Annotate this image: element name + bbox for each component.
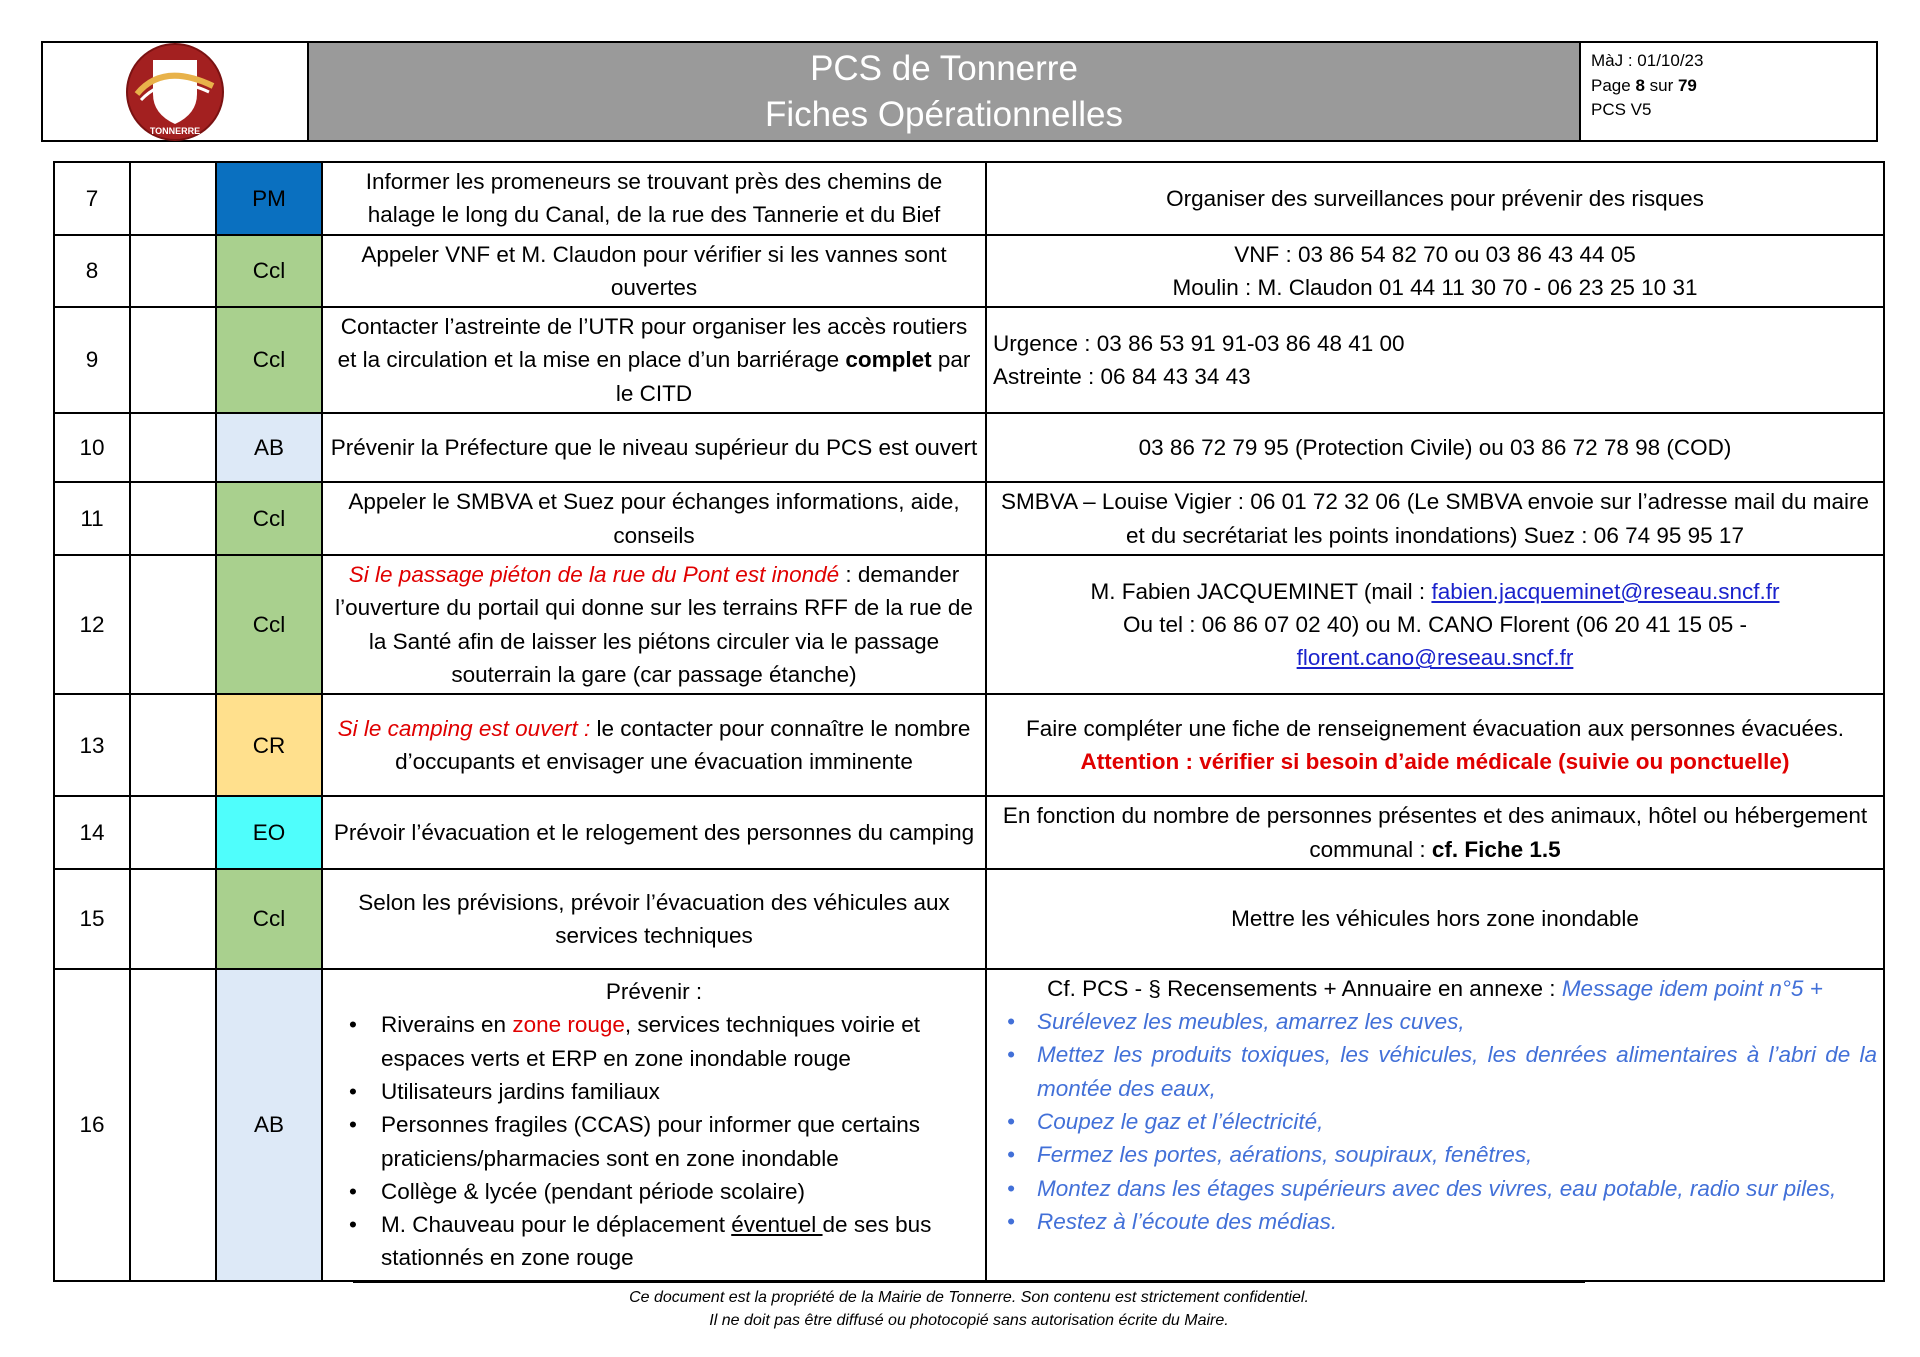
condition-text: Si le camping est ouvert : <box>337 715 591 741</box>
info-line: Astreinte : 06 84 43 34 43 <box>993 364 1251 390</box>
row-number: 7 <box>54 162 130 235</box>
blank-cell <box>130 796 216 869</box>
blank-cell <box>130 307 216 413</box>
page-number: Page 8 sur 79 <box>1591 75 1697 95</box>
list-item: • Restez à l’écoute des médias. <box>1037 1205 1877 1238</box>
action-cell: Selon les prévisions, prévoir l’évacuation des véhicules aux services techniques <box>322 869 986 969</box>
action-cell: Contacter l’astreinte de l’UTR pour organiser les accès routiers et la circulation et la mise en place d’un barriérage complet par le CITD <box>322 307 986 413</box>
message-list <box>993 1005 1877 1238</box>
info-cell <box>986 969 1884 1281</box>
info-cell: Organiser des surveillances pour prévenir des risques <box>986 162 1884 235</box>
info-cell: M. Fabien JACQUEMINET (mail : fabien.jacqueminet@reseau.sncf.fr Ou tel : 06 86 07 02 40) ou M. CANO Florent (06 20 41 15 05 - florent.cano@reseau.sncf.fr <box>986 555 1884 694</box>
row-number: 13 <box>54 694 130 796</box>
responsible-code: EO <box>216 796 322 869</box>
responsible-code: Ccl <box>216 869 322 969</box>
message-ref: Message idem point n°5 + <box>1561 975 1823 1001</box>
document-header <box>41 41 1878 142</box>
footer-line: Il ne doit pas être diffusé ou photocopié sans autorisation écrite du Maire. <box>709 1312 1229 1330</box>
header-meta <box>1581 43 1876 140</box>
info-line: Urgence : 03 86 53 91 91-03 86 48 41 00 <box>993 330 1405 356</box>
responsible-code: Ccl <box>216 555 322 694</box>
info-cell: SMBVA – Louise Vigier : 06 01 72 32 06 (Le SMBVA envoie sur l’adresse mail du maire et du secrétariat les points inondations) Suez : 06 74 95 95 17 <box>986 482 1884 555</box>
table-row <box>54 162 1884 235</box>
info-cell: Faire compléter une fiche de renseignement évacuation aux personnes évacuées. Attention : vérifier si besoin d’aide médicale (suivie ou ponctuelle) <box>986 694 1884 796</box>
update-date: MàJ : 01/10/23 <box>1591 51 1704 70</box>
fiche-reference: cf. Fiche 1.5 <box>1431 836 1561 862</box>
responsible-code: Ccl <box>216 482 322 555</box>
page-total: 79 <box>1677 75 1697 95</box>
logo-cell <box>43 43 309 140</box>
row-number: 15 <box>54 869 130 969</box>
responsible-code: CR <box>216 694 322 796</box>
operations-table <box>53 161 1885 1282</box>
action-cell <box>322 969 986 1281</box>
list-item: • Montez dans les étages supérieurs avec des vivres, eau potable, radio sur piles, <box>1037 1172 1877 1205</box>
info-cell: 03 86 72 79 95 (Protection Civile) ou 03 86 72 78 98 (COD) <box>986 413 1884 482</box>
info-cell <box>986 307 1884 413</box>
list-item: • Utilisateurs jardins familiaux <box>381 1075 979 1108</box>
title-line-1: PCS de Tonnerre <box>810 49 1078 88</box>
info-heading: Cf. PCS - § Recensements + Annuaire en annexe : Message idem point n°5 + <box>1047 975 1823 1001</box>
pcs-version: PCS V5 <box>1591 100 1652 120</box>
action-cell: Appeler le SMBVA et Suez pour échanges informations, aide, conseils <box>322 482 986 555</box>
table-row <box>54 796 1884 869</box>
action-cell: Prévoir l’évacuation et le relogement des personnes du camping <box>322 796 986 869</box>
action-cell: Informer les promeneurs se trouvant près des chemins de halage le long du Canal, de la rue des Tannerie et du Bief <box>322 162 986 235</box>
footer-line: Ce document est la propriété de la Mairie de Tonnerre. Son contenu est strictement confidentiel. <box>629 1289 1309 1306</box>
action-cell: Appeler VNF et M. Claudon pour vérifier si les vannes sont ouvertes <box>322 235 986 308</box>
info-cell: Mettre les véhicules hors zone inondable <box>986 869 1884 969</box>
list-item: • Surélevez les meubles, amarrez les cuves, <box>1037 1005 1877 1038</box>
info-line: VNF : 03 86 54 82 70 ou 03 86 43 44 05 <box>1234 241 1636 267</box>
info-line: Moulin : M. Claudon 01 44 11 30 70 - 06 23 25 10 31 <box>1172 274 1698 300</box>
blank-cell <box>130 235 216 308</box>
action-heading: Prévenir : <box>605 979 703 1005</box>
action-cell: Prévenir la Préfecture que le niveau supérieur du PCS est ouvert <box>322 413 986 482</box>
header-title <box>309 43 1581 140</box>
email-link[interactable]: fabien.jacqueminet@reseau.sncf.fr <box>1431 578 1780 604</box>
table-row <box>54 555 1884 694</box>
row-number: 9 <box>54 307 130 413</box>
table-row <box>54 482 1884 555</box>
list-item: • M. Chauveau pour le déplacement éventuel de ses bus stationnés en zone rouge <box>381 1208 979 1275</box>
footer-notice <box>353 1286 1585 1332</box>
blank-cell <box>130 482 216 555</box>
list-item: • Collège & lycée (pendant période scolaire) <box>381 1175 979 1208</box>
table-row <box>54 307 1884 413</box>
info-cell <box>986 235 1884 308</box>
list-item: • Mettez les produits toxiques, les véhicules, les denrées alimentaires à l’abri de la montée des eaux, <box>1037 1038 1877 1105</box>
table-row <box>54 235 1884 308</box>
responsible-code: Ccl <box>216 307 322 413</box>
blank-cell <box>130 413 216 482</box>
responsible-code: AB <box>216 413 322 482</box>
list-item: • Fermez les portes, aérations, soupiraux, fenêtres, <box>1037 1138 1877 1171</box>
table-row <box>54 969 1884 1281</box>
row-number: 16 <box>54 969 130 1281</box>
notify-list <box>329 1008 979 1274</box>
email-link[interactable]: florent.cano@reseau.sncf.fr <box>1296 645 1574 671</box>
tonnerre-logo <box>123 42 227 142</box>
blank-cell <box>130 869 216 969</box>
blank-cell <box>130 555 216 694</box>
red-zone-text: zone rouge <box>512 1012 625 1038</box>
row-number: 12 <box>54 555 130 694</box>
table-row <box>54 413 1884 482</box>
blank-cell <box>130 694 216 796</box>
svg-text:TONNERRE: TONNERRE <box>149 125 201 136</box>
action-cell: Si le camping est ouvert : le contacter pour connaître le nombre d’occupants et envisager une évacuation imminente <box>322 694 986 796</box>
list-item: • Coupez le gaz et l’électricité, <box>1037 1105 1877 1138</box>
row-number: 8 <box>54 235 130 308</box>
title-line-2: Fiches Opérationnelles <box>765 94 1123 134</box>
row-number: 14 <box>54 796 130 869</box>
action-cell: Si le passage piéton de la rue du Pont est inondé : demander l’ouverture du portail qui donne sur les terrains RFF de la rue de la Santé afin de laisser les piétons circuler via le passage souterrain la gare (car passage étanche) <box>322 555 986 694</box>
underlined-text: éventuel <box>731 1212 823 1238</box>
table-row <box>54 869 1884 969</box>
condition-text: Si le passage piéton de la rue du Pont est inondé <box>348 562 840 588</box>
blank-cell <box>130 162 216 235</box>
info-cell: En fonction du nombre de personnes présentes et des animaux, hôtel ou hébergement communal : cf. Fiche 1.5 <box>986 796 1884 869</box>
blank-cell <box>130 969 216 1281</box>
row-number: 11 <box>54 482 130 555</box>
responsible-code: Ccl <box>216 235 322 308</box>
list-item: • Riverains en zone rouge, services techniques voirie et espaces verts et ERP en zone inondable rouge <box>381 1008 979 1075</box>
responsible-code: AB <box>216 969 322 1281</box>
responsible-code: PM <box>216 162 322 235</box>
list-item: • Personnes fragiles (CCAS) pour informer que certains praticiens/pharmacies sont en zone inondable <box>381 1108 979 1175</box>
warning-text: Attention : vérifier si besoin d’aide médicale (suivie ou ponctuelle) <box>1080 749 1790 775</box>
page-current: 8 <box>1635 75 1645 95</box>
emphasis: complet <box>845 347 932 373</box>
row-number: 10 <box>54 413 130 482</box>
table-row <box>54 694 1884 796</box>
footer-divider <box>353 1281 1585 1283</box>
